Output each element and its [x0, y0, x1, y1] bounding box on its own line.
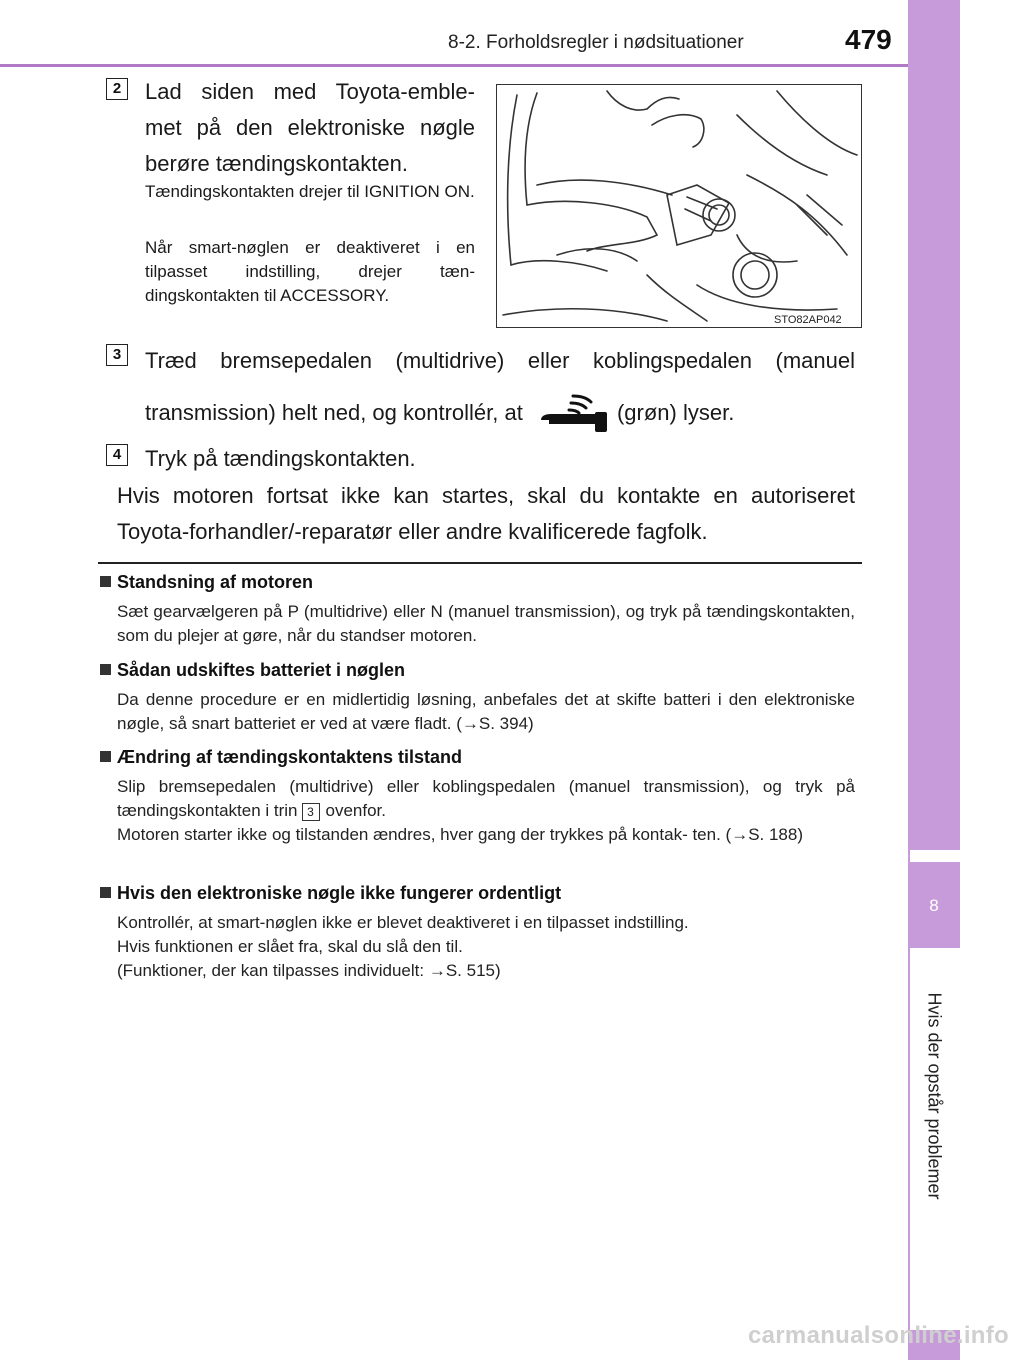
- chapter-number: 8: [929, 896, 939, 915]
- note-heading-stop-engine: Standsning af motoren: [100, 572, 313, 593]
- step-badge-3: 3: [106, 344, 128, 366]
- note-body-ignition-mode: Slip bremsepedalen (multidrive) eller koblingspedalen (manuel transmission), og tryk på tændingskontakten i trin 3 ovenfor. Motoren starter ikke og tilstanden ændres, hver gang der trykkes på kontak- ten. (→S. 188): [117, 777, 855, 844]
- step-3-text-line1: Træd bremsepedalen (multidrive) eller koblingspedalen (manuel: [145, 348, 855, 373]
- step-2-note-1: Tændingskontakten drejer til IGNITION ON.: [145, 182, 475, 201]
- hand-holding-key-illustration: [497, 85, 860, 326]
- note-heading-key-not-working: Hvis den elektroniske nøgle ikke fungerer ordentligt: [100, 883, 561, 904]
- bullet-square-icon: [100, 664, 111, 675]
- chapter-title: Hvis der opstår problemer: [924, 992, 945, 1200]
- step-3-text-line2: transmission) helt ned, og kontrollér, at (grøn) lyser.: [145, 390, 855, 445]
- note-body-key-not-working: Kontrollér, at smart-nøglen ikke er blevet deaktiveret i en tilpasset indstilling. Hvis funktionen er slået fra, skal du slå den til. (Funktioner, der kan tilpasses individuelt: →S. 515): [117, 913, 689, 980]
- watermark: carmanualsonline.info: [748, 1322, 1009, 1349]
- illustration-code: STO82AP042: [774, 314, 842, 326]
- conclusion-text: Hvis motoren fortsat ikke kan startes, skal du kontakte en autoriseret Toyota-forhandler/-reparatør eller andre kvalificerede fagfolk.: [117, 483, 855, 544]
- section-title: 8-2. Forholdsregler i nødsituationer: [448, 32, 744, 53]
- bullet-square-icon: [100, 576, 111, 587]
- note-body-stop-engine: Sæt gearvælgeren på P (multidrive) eller N (manuel transmission), og tryk på tændingskontakten, som du plejer at gøre, når du standser motoren.: [117, 602, 855, 645]
- step-4-text: Tryk på tændingskontakten.: [145, 446, 416, 471]
- smart-key-indicator-icon: [537, 390, 609, 445]
- bullet-square-icon: [100, 887, 111, 898]
- step-badge-2: 2: [106, 78, 128, 100]
- step-2-note-2: Når smart-nøglen er deaktiveret i en tilpasset indstilling, drejer tæn- dingskontakten til ACCESSORY.: [145, 238, 475, 305]
- note-heading-replace-battery: Sådan udskiftes batteriet i nøglen: [100, 660, 405, 681]
- bullet-square-icon: [100, 751, 111, 762]
- step-badge-4: 4: [106, 444, 128, 466]
- page-number: 479: [845, 24, 892, 55]
- note-body-replace-battery: Da denne procedure er en midlertidig løsning, anbefales det at skifte batteri i den elektroniske nøgle, så snart batteriet er ved at være fladt. (→S. 394): [117, 690, 855, 733]
- note-heading-ignition-mode: Ændring af tændingskontaktens tilstand: [100, 747, 462, 768]
- inline-step-badge-3: 3: [302, 803, 320, 821]
- section-divider: [98, 562, 862, 564]
- step-2-text: Lad siden med Toyota-emble- met på den elektroniske nøgle berøre tændingskontakten.: [145, 79, 475, 176]
- illustration-ignition-key: [496, 84, 862, 328]
- header-rule: [0, 64, 908, 67]
